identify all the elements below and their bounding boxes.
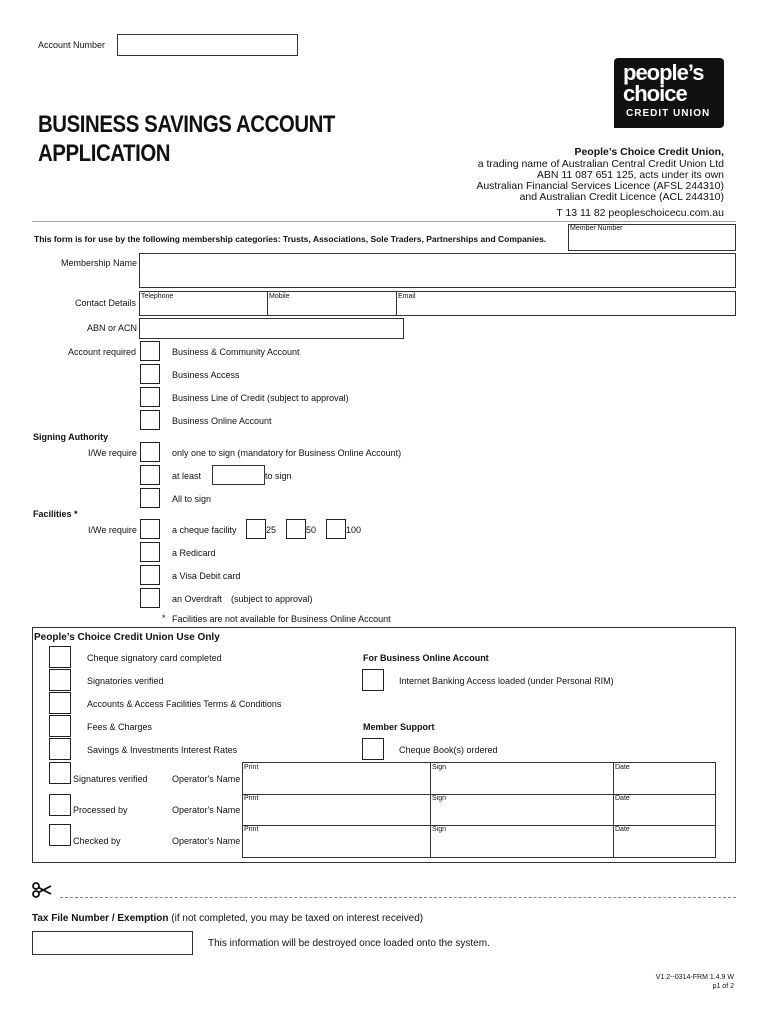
- signing-checkbox-one[interactable]: [140, 442, 160, 462]
- cheque-qty-label: 25: [266, 525, 277, 535]
- office-checkbox-cheque-book[interactable]: [362, 738, 384, 760]
- cheque-qty-50-checkbox[interactable]: [286, 519, 306, 539]
- contact-details-row: [139, 291, 736, 316]
- version-text: V1.2--0314-FRM 1.4.9 W: [655, 974, 734, 981]
- sign-field[interactable]: [431, 763, 613, 794]
- date-label: Date: [615, 764, 630, 771]
- operator-name-label: Operator's Name: [172, 774, 241, 784]
- facility-checkbox-cheque[interactable]: [140, 519, 160, 539]
- scissors-icon: [32, 882, 52, 900]
- office-item-label: Accounts & Access Facilities Terms & Conditions: [87, 699, 282, 709]
- sign-label: Sign: [432, 826, 447, 833]
- print-label: Print: [244, 795, 259, 802]
- office-checkbox-internet-banking[interactable]: [362, 669, 384, 691]
- signoff-checkbox-processed[interactable]: [49, 794, 71, 816]
- office-item-label: Signatories verified: [87, 676, 164, 686]
- signoff-checkbox-checked[interactable]: [49, 824, 71, 846]
- membership-name-label: Membership Name: [61, 258, 138, 268]
- facilities-heading: Facilities *: [33, 509, 78, 519]
- page-title-line2: APPLICATION: [38, 140, 171, 167]
- member-support-heading: Member Support: [363, 722, 435, 732]
- tax-subtext: (if not completed, you may be taxed on interest received): [171, 913, 424, 924]
- cut-line: [60, 897, 736, 898]
- facilities-note: Facilities are not available for Business Online Account: [172, 614, 391, 624]
- abn-acn-label: ABN or ACN: [87, 323, 138, 333]
- date-field[interactable]: [614, 763, 715, 794]
- office-checkbox-signatories[interactable]: [49, 669, 71, 691]
- office-item-label: Savings & Investments Interest Rates: [87, 745, 238, 755]
- sign-field[interactable]: [431, 795, 613, 825]
- mobile-input[interactable]: [268, 292, 396, 315]
- member-number-input[interactable]: [568, 224, 736, 251]
- print-label: Print: [244, 826, 259, 833]
- date-field[interactable]: [614, 795, 715, 825]
- cheque-book-label: Cheque Book(s) ordered: [399, 745, 498, 755]
- office-item-label: Cheque signatory card completed: [87, 653, 222, 663]
- email-input[interactable]: [397, 292, 735, 315]
- telephone-input[interactable]: [140, 292, 267, 315]
- address-line: People’s Choice Credit Union,: [574, 146, 724, 158]
- operator-name-label: Operator's Name: [172, 805, 241, 815]
- signing-option-label: only one to sign (mandatory for Business Online Account): [172, 448, 402, 458]
- account-checkbox-line-of-credit[interactable]: [140, 387, 160, 407]
- office-checkbox-fees[interactable]: [49, 715, 71, 737]
- print-label: Print: [244, 764, 259, 771]
- abn-acn-input[interactable]: [139, 318, 404, 339]
- account-checkbox-online[interactable]: [140, 410, 160, 430]
- account-option-label: Business Line of Credit (subject to approval): [172, 393, 349, 403]
- facility-checkbox-redicard[interactable]: [140, 542, 160, 562]
- signing-checkbox-all[interactable]: [140, 488, 160, 508]
- page-number: p1 of 2: [712, 983, 734, 990]
- address-line: and Australian Credit Licence (ACL 244310): [519, 191, 724, 203]
- tax-note: This information will be destroyed once loaded onto the system.: [208, 938, 490, 949]
- signoff-label: Signatures verified: [73, 774, 148, 784]
- signing-authority-heading: Signing Authority: [33, 432, 109, 442]
- account-option-label: Business & Community Account: [172, 347, 300, 357]
- tax-heading-row: [32, 913, 423, 924]
- tax-heading: Tax File Number / Exemption: [32, 913, 169, 924]
- mobile-label: Mobile: [269, 293, 290, 300]
- facility-overdraft-label: an Overdraft: [172, 594, 223, 604]
- facilities-note-star: *: [162, 613, 166, 623]
- divider: [32, 221, 736, 222]
- account-option-label: Business Online Account: [172, 416, 272, 426]
- account-checkbox-business-community[interactable]: [140, 341, 160, 361]
- facility-checkbox-visa[interactable]: [140, 565, 160, 585]
- account-number-label: Account Number: [38, 40, 106, 50]
- facility-cheque-label: a cheque facility: [172, 525, 237, 535]
- signing-all-label: All to sign: [172, 494, 212, 504]
- facility-visa-label: a Visa Debit card: [172, 571, 241, 581]
- signoff-label: Processed by: [73, 805, 128, 815]
- office-checkbox-interest[interactable]: [49, 738, 71, 760]
- membership-name-input[interactable]: [139, 253, 736, 288]
- address-line: a trading name of Australian Central Credit Union Ltd: [477, 158, 724, 170]
- date-field[interactable]: [614, 826, 715, 857]
- office-checkbox-cheque-signatory[interactable]: [49, 646, 71, 668]
- telephone-label: Telephone: [141, 293, 174, 300]
- cheque-qty-label: 50: [306, 525, 317, 535]
- internet-banking-label: Internet Banking Access loaded (under Personal RIM): [399, 676, 614, 686]
- signing-checkbox-at-least[interactable]: [140, 465, 160, 485]
- contact-line: T 13 11 82 peopleschoicecu.com.au: [556, 207, 724, 219]
- tax-file-number-input[interactable]: [32, 931, 193, 955]
- signing-to-sign-label: to sign: [265, 471, 292, 481]
- office-item-label: Fees & Charges: [87, 722, 153, 732]
- account-checkbox-business-access[interactable]: [140, 364, 160, 384]
- address-line: Australian Financial Services Licence (AFSL 244310): [476, 180, 724, 192]
- account-number-input[interactable]: [117, 34, 298, 56]
- office-checkbox-terms[interactable]: [49, 692, 71, 714]
- office-use-heading: People’s Choice Credit Union Use Only: [34, 632, 220, 643]
- operator-name-label: Operator's Name: [172, 836, 241, 846]
- signing-at-least-label: at least: [172, 471, 202, 481]
- print-field[interactable]: [243, 795, 430, 825]
- page-title-line1: BUSINESS SAVINGS ACCOUNT: [38, 111, 335, 138]
- signing-iwe-require-label: I/We require: [88, 448, 137, 458]
- facility-overdraft-note: (subject to approval): [231, 594, 313, 604]
- online-account-heading: For Business Online Account: [363, 653, 489, 663]
- facility-redicard-label: a Redicard: [172, 548, 216, 558]
- signoff-grid: [242, 762, 716, 858]
- email-label: Email: [398, 293, 416, 300]
- brand-logo: people’s choice CREDIT UNION: [614, 58, 724, 128]
- facility-checkbox-overdraft[interactable]: [140, 588, 160, 608]
- sign-label: Sign: [432, 764, 447, 771]
- sign-field[interactable]: [431, 826, 613, 857]
- signoff-label: Checked by: [73, 836, 121, 846]
- sign-label: Sign: [432, 795, 447, 802]
- member-number-label: Member Number: [570, 225, 623, 232]
- intro-text: This form is for use by the following membership categories: Trusts, Associations, Sole Traders, Partnerships and Companies.: [34, 234, 547, 244]
- print-field[interactable]: [243, 763, 430, 794]
- signoff-checkbox-signatures[interactable]: [49, 762, 71, 784]
- facilities-iwe-require-label: I/We require: [88, 525, 137, 535]
- contact-details-label: Contact Details: [75, 298, 137, 308]
- account-option-label: Business Access: [172, 370, 240, 380]
- cheque-qty-100-checkbox[interactable]: [326, 519, 346, 539]
- date-label: Date: [615, 826, 630, 833]
- account-required-label: Account required: [68, 347, 137, 357]
- cheque-qty-25-checkbox[interactable]: [246, 519, 266, 539]
- date-label: Date: [615, 795, 630, 802]
- cheque-qty-label: 100: [346, 525, 362, 535]
- address-line: ABN 11 087 651 125, acts under its own: [536, 169, 724, 181]
- signing-count-input[interactable]: [212, 465, 265, 485]
- print-field[interactable]: [243, 826, 430, 857]
